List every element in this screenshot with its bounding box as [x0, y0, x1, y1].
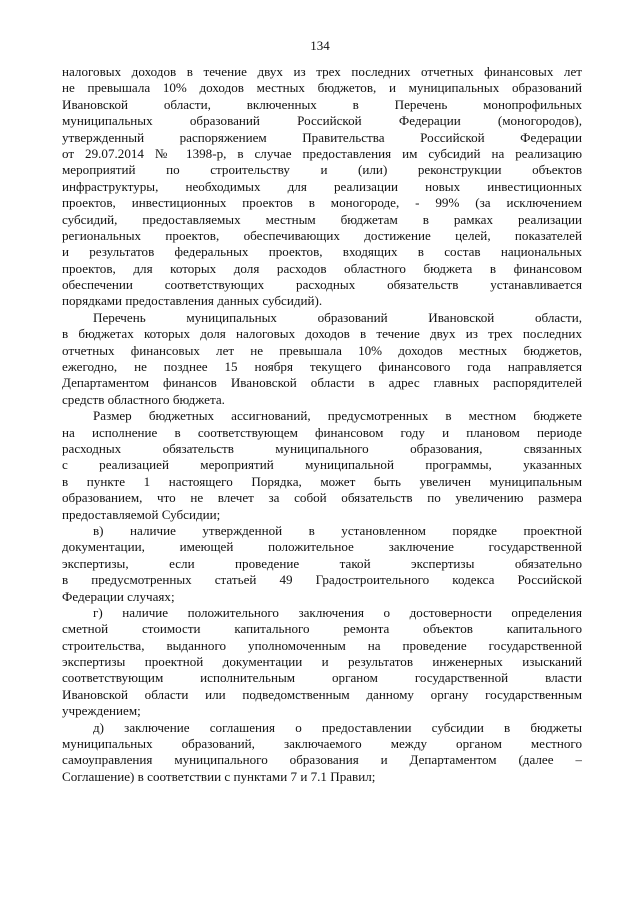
text-line: средств областного бюджета. — [62, 391, 225, 407]
text-line: документации, имеющей положительное заключение государственной — [62, 539, 582, 555]
text-line: экспертизы, если проведение такой экспертизы обязательно — [62, 555, 582, 571]
text-line: на исполнение в соответствующем финансовом году и плановом периоде — [62, 424, 582, 440]
text-line: экспертизы проектной документации и результатов инженерных изысканий — [62, 654, 582, 670]
text-line: учреждением; — [62, 703, 141, 719]
text-line: мероприятий по строительству и (или) реконструкции объектов — [62, 162, 582, 178]
text-line: строительства, выданного уполномоченным на проведение государственной — [62, 637, 582, 653]
text-line: обеспечении соответствующих расходных обязательств устанавливается — [62, 277, 582, 293]
paragraph-p5 — [62, 605, 582, 720]
text-line: инфраструктуры, необходимых для реализации новых инвестиционных — [62, 178, 582, 194]
text-line: региональных проектов, обеспечивающих достижение целей, показателей — [62, 227, 582, 243]
text-line: утвержденный распоряжением Правительства Российской Федерации — [62, 129, 582, 145]
text-line: г) наличие положительного заключения о достоверности определения — [93, 604, 582, 620]
page-number: 134 — [310, 38, 330, 53]
paragraph-p2 — [62, 310, 582, 408]
text-line: от 29.07.2014 № 1398-р, в случае предоставления им субсидий на реализацию — [62, 145, 582, 161]
text-line: расходных обязательств муниципального образования, связанных — [62, 440, 582, 456]
text-line: Ивановской области или подведомственным данному органу государственным — [62, 686, 582, 702]
paragraph-p3 — [62, 408, 582, 523]
text-line: отчетных финансовых лет не превышала 10% доходов местных бюджетов, — [62, 342, 582, 358]
text-line: образованием, что не влечет за собой обязательств по увеличению размера — [62, 490, 582, 506]
text-line: и результатов федеральных проектов, входящих в состав национальных — [62, 244, 582, 260]
text-line: не превышала 10% доходов местных бюджетов, и муниципальных образований — [62, 80, 582, 96]
text-line: проектов, инвестиционных проектов в моногороде, - 99% (за исключением — [62, 195, 582, 211]
text-line: Соглашение) в соответствии с пунктами 7 и 7.1 Правил; — [62, 768, 376, 784]
text-line: налоговых доходов в течение двух из трех последних отчетных финансовых лет — [62, 64, 582, 79]
paragraph-p1 — [62, 64, 582, 310]
text-line: субсидий, предоставляемых местным бюджетам в рамках реализации — [62, 211, 582, 227]
text-line: д) заключение соглашения о предоставлении субсидии в бюджеты — [93, 719, 582, 735]
text-line: Ивановской области, включенных в Перечень монопрофильных — [62, 96, 582, 112]
text-line: соответствующим исполнительным органом государственной власти — [62, 670, 582, 686]
text-line: предоставляемой Субсидии; — [62, 506, 221, 522]
text-line: в пункте 1 настоящего Порядка, может быть увеличен муниципальным — [62, 473, 582, 489]
document-body — [62, 64, 582, 785]
text-line: самоуправления муниципального образования и Департаментом (далее – — [62, 752, 582, 768]
text-line: Перечень муниципальных образований Ивановской области, — [93, 309, 582, 325]
text-line: ежегодно, не позднее 15 ноября текущего финансового года направляется — [62, 359, 582, 375]
text-line: сметной стоимости капитального ремонта объектов капитального — [62, 621, 582, 637]
text-line: в) наличие утвержденной в установленном порядке проектной — [93, 522, 582, 538]
text-line: муниципальных образований, заключаемого между органом местного — [62, 736, 582, 752]
paragraph-p6 — [62, 720, 582, 786]
paragraph-p4 — [62, 523, 582, 605]
text-line: муниципальных образований Российской Федерации (моногородов), — [62, 113, 582, 129]
text-line: порядками предоставления данных субсидий). — [62, 293, 323, 309]
text-line: проектов, для которых доля расходов областного бюджета в финансовом — [62, 260, 582, 276]
text-line: Размер бюджетных ассигнований, предусмотренных в местном бюджете — [93, 408, 582, 424]
text-line: с реализацией мероприятий муниципальной программы, указанных — [62, 457, 582, 473]
text-line: в предусмотренных статьей 49 Градостроительного кодекса Российской — [62, 572, 582, 588]
text-line: Департаментом финансов Ивановской области в адрес главных распорядителей — [62, 375, 582, 391]
text-line: в бюджетах которых доля налоговых доходов в течение двух из трех последних — [62, 326, 582, 342]
text-line: Федерации случаях; — [62, 588, 175, 604]
